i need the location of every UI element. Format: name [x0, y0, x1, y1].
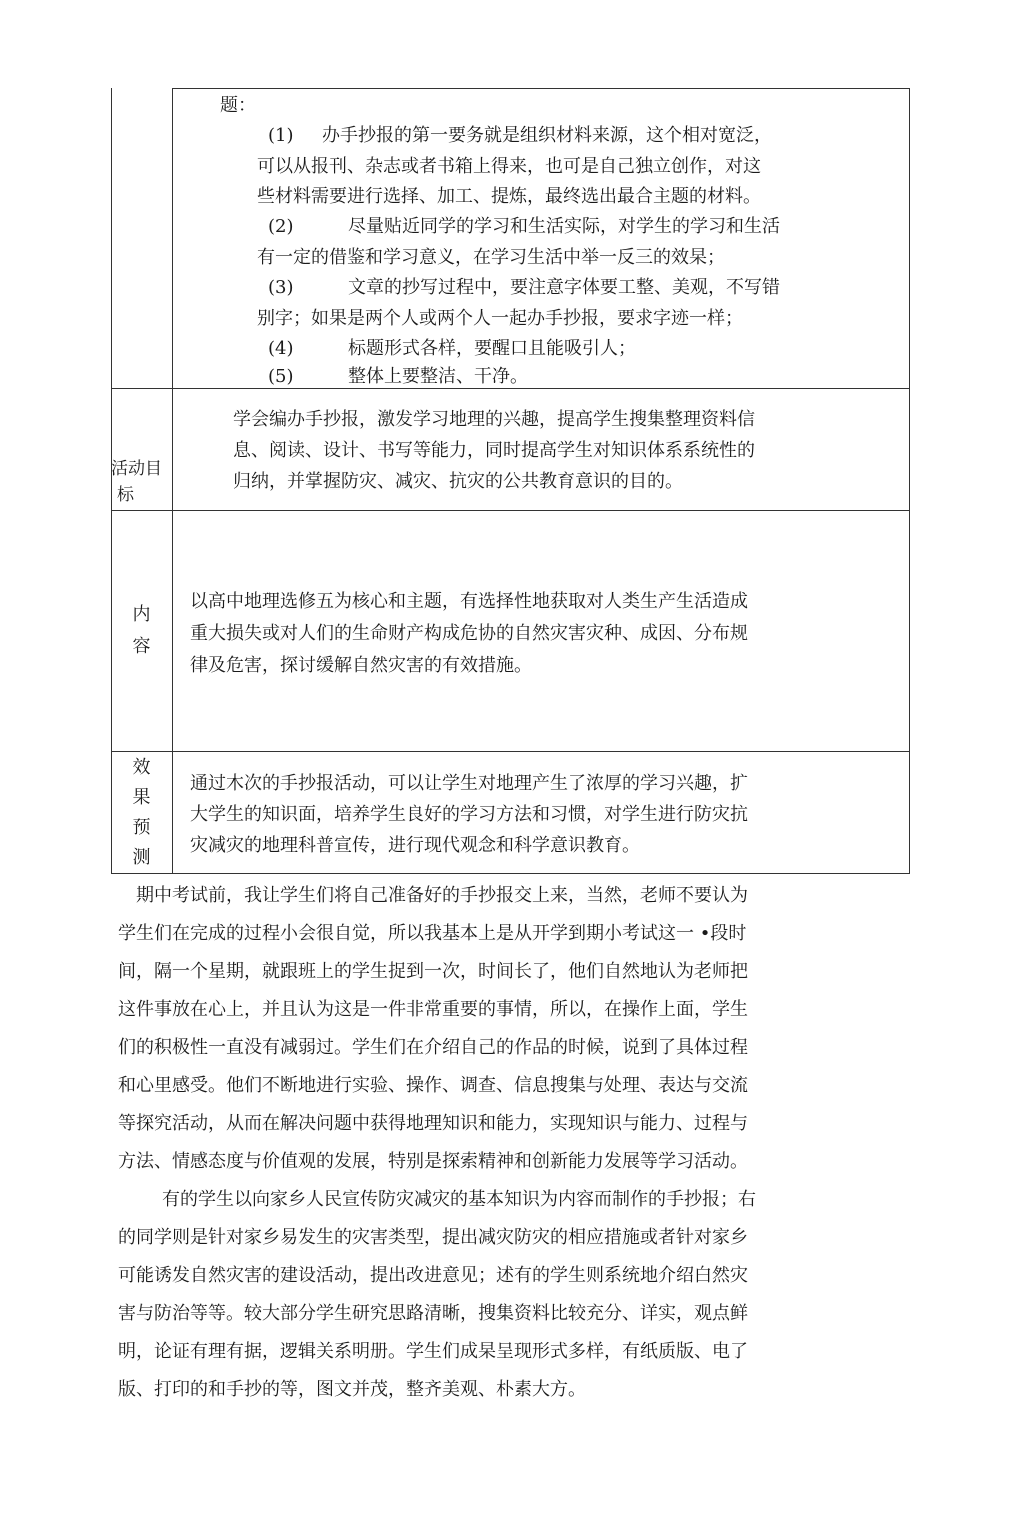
content-text: 律及危害，探讨缓解自然灾害的有效措施。 — [190, 655, 532, 676]
paragraph-line: 学生们在完成的过程小会很自觉，所以我基本上是从开学到期小考试这一 •段时 — [118, 923, 747, 944]
paragraph-line: 这件事放在心上，并且认为这是一件非常重要的事情，所以，在操作上面，学生 — [118, 999, 748, 1020]
table-row-divider — [111, 751, 910, 752]
paragraph-line: 期中考试前，我让学生们将自己准备好的手抄报交上来，当然，老师不要认为 — [136, 885, 748, 906]
requirement-number: (2) — [268, 216, 294, 237]
goal-text: 息、阅读、设计、书写等能力，同时提高学生对知识体系系统性的 — [233, 440, 755, 461]
table-column-divider — [172, 88, 173, 874]
content-text: 重大损失或对人们的生命财产构成危协的自然灾害灾种、成因、分布规 — [190, 623, 748, 644]
paragraph-line: 可能诱发自然灾害的建设活动，提出改进意见；述有的学生则系统地介绍白然灾 — [118, 1265, 748, 1286]
content-text: 以高中地理选修五为核心和主题，有选择性地获取对人类生产生活造成 — [190, 591, 748, 612]
table-top-border — [172, 88, 910, 89]
goal-label: 标 — [117, 485, 134, 505]
effect-label: 预 — [132, 817, 151, 838]
requirement-number: (1) — [268, 125, 294, 146]
effect-label: 效 — [132, 757, 151, 778]
effect-text: 大学生的知识面，培养学生良好的学习方法和习惯，对学生进行防灾抗 — [190, 804, 748, 825]
content-label: 内 — [132, 604, 151, 625]
requirement-number: (4) — [268, 338, 294, 359]
paragraph-line: 明，论证有理有据，逻辑关系明册。学生们成杲呈现形式多样，有纸质版、电了 — [118, 1341, 748, 1362]
requirement-number: (5) — [268, 366, 294, 387]
requirement-text: 标题形式各样，要醒口且能吸引人； — [348, 338, 636, 359]
requirement-text: 尽量贴近同学的学习和生活实际，对学生的学习和生活 — [348, 216, 780, 237]
requirements-intro: 题： — [220, 95, 256, 116]
requirement-text: 些材料需要进行选择、加工、提炼，最终选出最合主题的材料。 — [257, 186, 761, 207]
paragraph-line: 等探究活动，从而在解决问题中获得地理知识和能力，实现知识与能力、过程与 — [118, 1113, 748, 1134]
requirement-text: 可以从报刊、杂志或者书箱上得来，也可是自己独立创作，对这 — [257, 156, 761, 177]
effect-text: 通过木次的手抄报活动，可以让学生对地理产生了浓厚的学习兴趣，扩 — [190, 773, 748, 794]
requirement-text: 别字；如果是两个人或两个人一起办手抄报，要求字迹一样； — [257, 308, 743, 329]
table-bottom-border — [111, 873, 910, 874]
effect-label: 测 — [132, 847, 151, 868]
body-paragraph-2 — [118, 1181, 858, 1409]
paragraph-line: 方法、情感态度与价值观的发展，特别是探索精神和创新能力发展等学习活动。 — [118, 1151, 748, 1172]
body-paragraph-1 — [118, 877, 858, 1181]
paragraph-line: 的同学则是针对家乡易发生的灾害类型，提出减灾防灾的相应措施或者针对家乡 — [118, 1227, 748, 1248]
paragraph-line: 有的学生以向家乡人民宣传防灾减灾的基本知识为内容而制作的手抄报；右 — [162, 1189, 756, 1210]
table-right-border — [909, 88, 910, 874]
paragraph-line: 害与防治等等。较大部分学生研究思路清晰，搜集资料比较充分、详实，观点鲜 — [118, 1303, 748, 1324]
requirement-text: 办手抄报的第一要务就是组织材料来源，这个相对宽泛， — [322, 125, 772, 146]
goal-label: 活动目 — [111, 459, 162, 479]
requirement-text: 文章的抄写过程中，要注意字体要工整、美观，不写错 — [348, 277, 780, 298]
requirement-number: (3) — [268, 277, 294, 298]
paragraph-line: 版、打印的和手抄的等，图文并茂，整齐美观、朴素大方。 — [118, 1379, 586, 1400]
requirement-text: 整体上要整洁、干净。 — [348, 366, 528, 387]
paragraph-line: 间，隔一个星期，就跟班上的学生捉到一次，时间长了，他们自然地认为老师把 — [118, 961, 748, 982]
goal-text: 归纳，并掌握防灾、减灾、抗灾的公共教育意识的目的。 — [233, 471, 683, 492]
requirement-text: 有一定的借鉴和学习意义，在学习生活中举一反三的效杲； — [257, 247, 725, 268]
effect-text: 灾减灾的地理科普宣传，进行现代观念和科学意识教育。 — [190, 835, 640, 856]
content-label: 容 — [132, 636, 151, 657]
table-row-divider — [111, 510, 910, 511]
paragraph-line: 和心里感受。他们不断地进行实验、操作、调查、信息搜集与处理、表达与交流 — [118, 1075, 748, 1096]
paragraph-line: 们的积极性一直没有减弱过。学生们在介绍自己的作品的时候，说到了具体过程 — [118, 1037, 748, 1058]
effect-label: 果 — [132, 787, 151, 808]
goal-text: 学会编办手抄报，激发学习地理的兴趣，提高学生搜集整理资料信 — [233, 409, 755, 430]
